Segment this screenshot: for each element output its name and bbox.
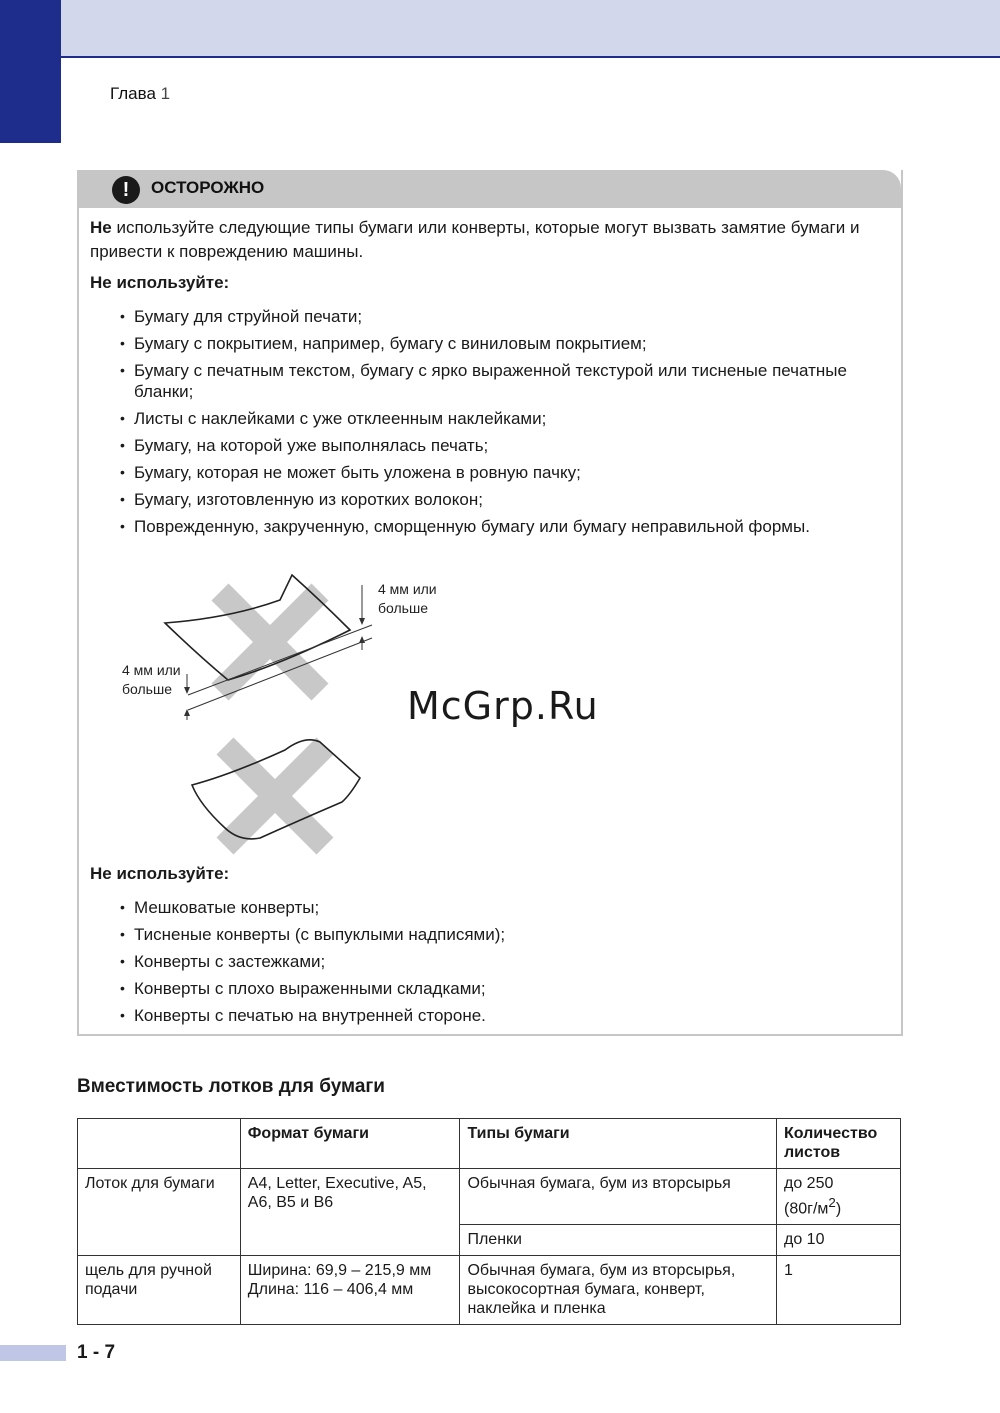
dimension-label-top <box>378 580 437 618</box>
watermark: McGrp.Ru <box>407 684 599 728</box>
list-item: • Листы с наклейками с уже отклеенным наклейками; <box>120 408 890 429</box>
label-line: 4 мм или <box>122 662 181 678</box>
note-text: ) <box>835 1200 842 1218</box>
page-number: 1 - 7 <box>77 1342 116 1363</box>
list-item: • Бумагу для струйной печати; <box>120 306 890 327</box>
table-header-cell: Формат бумаги <box>240 1119 460 1169</box>
intro-text: используйте следующие типы бумаги или конверты, которые могут вызвать замятие бумаги и привести к повреждению машины. <box>90 218 860 261</box>
envelope-list <box>120 897 890 1032</box>
footer-band <box>0 1345 66 1361</box>
section-title: Вместимость лотков для бумаги <box>77 1076 385 1097</box>
table-header-cell: Типы бумаги <box>460 1119 777 1169</box>
table-row <box>78 1169 901 1225</box>
corner-tab <box>0 0 61 143</box>
tray-capacity-table <box>77 1118 901 1325</box>
label-line: 4 мм или <box>378 581 437 597</box>
header-band <box>0 0 1000 58</box>
paper-heading: Не используйте: <box>90 273 230 292</box>
chapter-word: Глава <box>110 84 156 103</box>
format-width: Ширина: 69,9 – 215,9 мм <box>247 1262 432 1280</box>
table-header-cell: Количество листов <box>777 1119 901 1169</box>
list-item: • Поврежденную, закрученную, сморщенную бумагу или бумагу неправильной формы. <box>120 516 890 537</box>
list-item: • Бумагу с печатным текстом, бумагу с ярко выраженной текстурой или тисненые печатные бланки; <box>120 360 890 402</box>
envelope-heading: Не используйте: <box>90 864 230 883</box>
list-item: • Бумагу, на которой уже выполнялась печать; <box>120 435 890 456</box>
list-item: • Конверты с печатью на внутренней стороне. <box>120 1005 890 1026</box>
exclamation-icon: ! <box>112 176 140 204</box>
label-line: больше <box>122 681 172 697</box>
list-item: • Тисненые конверты (с выпуклыми надписями); <box>120 924 890 945</box>
chapter-label <box>110 84 170 104</box>
table-cell <box>777 1169 901 1225</box>
dimension-label-left <box>122 661 181 699</box>
count-note <box>784 1193 893 1218</box>
table-cell: щель для ручной подачи <box>78 1256 241 1325</box>
table-row <box>78 1256 901 1325</box>
note-text: (80г/м <box>784 1200 829 1218</box>
format-length: Длина: 116 – 406,4 мм <box>247 1281 414 1299</box>
table-cell: Обычная бумага, бум из вторсырья, высокосортная бумага, конверт, наклейка и пленка <box>460 1256 777 1325</box>
table-header-cell <box>78 1119 241 1169</box>
table-cell: Пленки <box>460 1225 777 1256</box>
count-value: до 250 <box>784 1175 834 1192</box>
table-cell: Лоток для бумаги <box>78 1169 241 1256</box>
intro-bold: Не <box>90 218 112 237</box>
list-item: • Конверты с застежками; <box>120 951 890 972</box>
table-cell: Обычная бумага, бум из вторсырья <box>460 1169 777 1225</box>
list-item: • Конверты с плохо выраженными складками; <box>120 978 890 999</box>
note-sup: 2 <box>828 1195 836 1210</box>
table-cell: до 10 <box>777 1225 901 1256</box>
caution-intro <box>90 216 880 264</box>
table-cell: A4, Letter, Executive, A5, A6, B5 и B6 <box>240 1169 460 1256</box>
table-cell <box>240 1256 460 1325</box>
table-header-row <box>78 1119 901 1169</box>
paper-list <box>120 306 890 543</box>
table-cell: 1 <box>777 1256 901 1325</box>
label-line: больше <box>378 600 428 616</box>
list-item: • Бумагу, которая не может быть уложена в ровную пачку; <box>120 462 890 483</box>
list-item: • Бумагу с покрытием, например, бумагу с виниловым покрытием; <box>120 333 890 354</box>
list-item: • Мешковатые конверты; <box>120 897 890 918</box>
chapter-number: 1 <box>160 84 171 103</box>
caution-title: ОСТОРОЖНО <box>151 178 265 197</box>
list-item: • Бумагу, изготовленную из коротких волокон; <box>120 489 890 510</box>
